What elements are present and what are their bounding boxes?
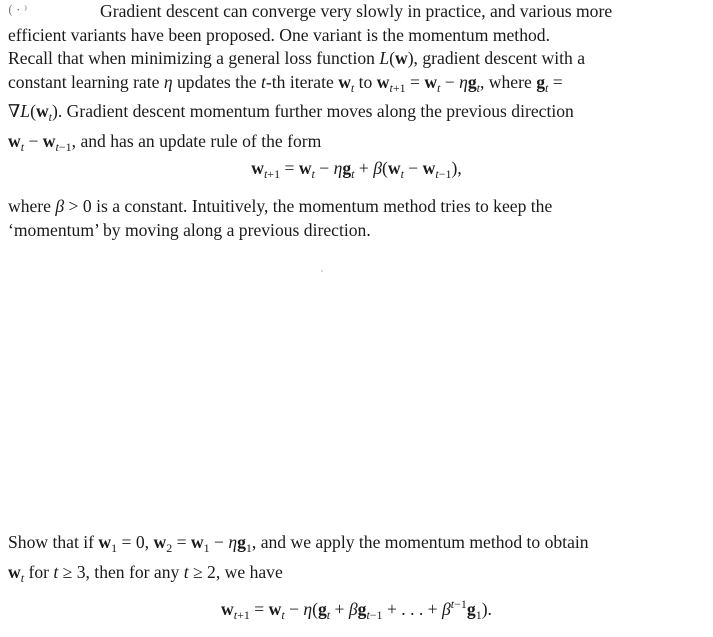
intro-line-2: efficient variants have been proposed. One variant is the momentum method. [8, 24, 550, 45]
momentum-update-equation: $w_{t+1} = w_t - \eta g_t + \beta(w_t - w_{t-1})$, [251, 158, 462, 181]
intro-line-5: $\nabla L(w_t)$. Gradient descent momentum further moves along the previous direction [8, 101, 574, 124]
task-line-2: $w_t$ for t ≥ 3, then for any t ≥ 2, we have [8, 561, 283, 585]
result-equation: $w_{t+1} = w_t - \eta(g_t + \beta g_{t-1}$ + . . . + $\beta^{t-1}g_1$). [221, 597, 492, 622]
explanation-paragraph [8, 195, 694, 242]
intro-line-3: Recall that when minimizing a general loss function L(w), gradient descent with a [8, 48, 586, 68]
task-paragraph [8, 531, 694, 590]
intro-paragraph [8, 0, 694, 159]
intro-line-1: Gradient descent can converge very slowly in practice, and various more [100, 1, 613, 21]
explanation-line-1: where β > 0 is a constant. Intuitively, the momentum method tries to keep the [8, 196, 553, 216]
question-label-mark: ( · ⁾ [8, 3, 28, 17]
intro-line-6: $w_t - w_{t-1}$, and has an update rule of the form [8, 130, 322, 154]
scan-dot [321, 270, 323, 272]
intro-line-4: constant learning rate η updates the t-th iterate $w_t$ to $w_{t+1} = w_t - \eta g_t$, where $g_t$ = [8, 71, 563, 95]
task-line-1: Show that if $w_1 = 0$, $w_2 = w_1 - \eta g_1$, and we apply the momentum method to obtain [8, 532, 589, 555]
explanation-line-2: ‘momentum’ by moving along a previous direction. [8, 219, 371, 240]
